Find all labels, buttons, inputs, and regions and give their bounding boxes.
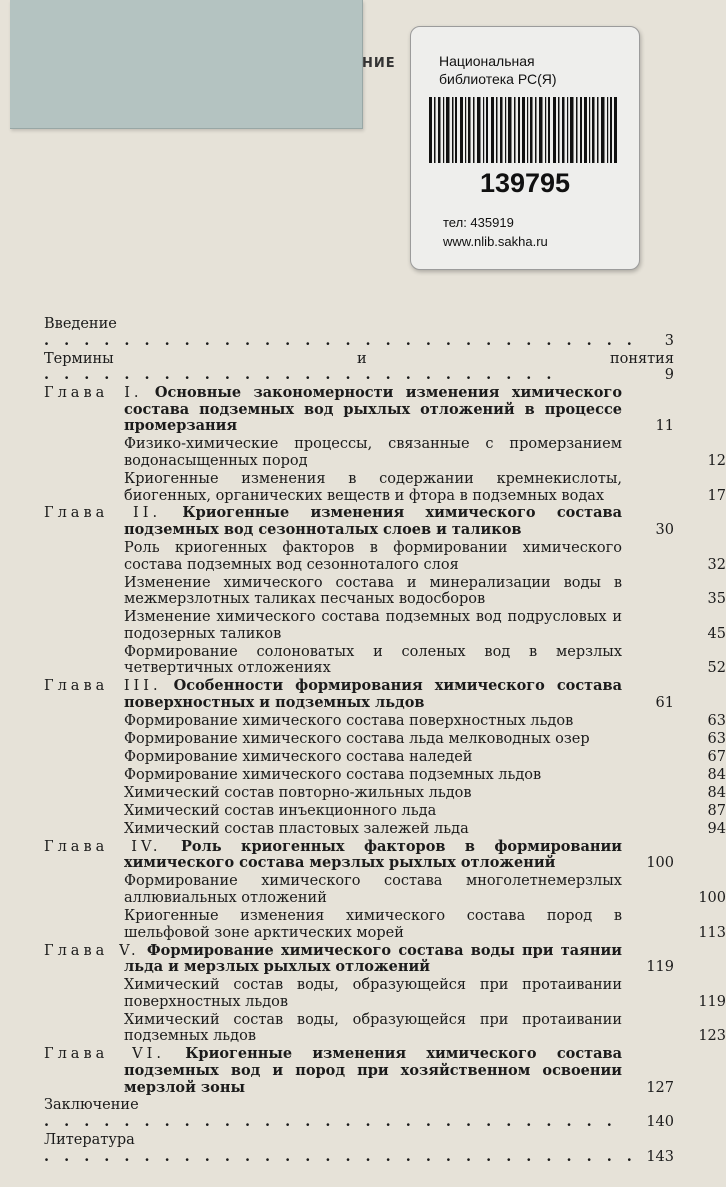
toc-page-number: 17 xyxy=(707,487,726,504)
toc-section: Роль криогенных факторов в формировании химического состава подземных вод сезонноталого слоя 32 xyxy=(124,540,726,573)
page-heading-fragment: НИЕ xyxy=(362,56,396,71)
toc-page-number: 127 xyxy=(646,1079,674,1096)
toc-page-number: 94 xyxy=(707,820,726,837)
toc-page-number: 12 xyxy=(707,452,726,469)
toc-entry-introduction: Введение . . . . . . . . . . . . . . . . . . . . . . . . . . . . . . 3 xyxy=(44,316,674,349)
toc-page-number: 100 xyxy=(646,855,674,872)
taped-paper-strip xyxy=(10,0,363,129)
toc-section: Формирование химического состава льда мелководных озер 63 xyxy=(124,730,726,747)
library-website: www.nlib.sakha.ru xyxy=(443,234,548,249)
toc-section: Изменение химического состава подземных вод подрусловых и подозерных таликов 45 xyxy=(124,609,726,642)
toc-entry-terms: Термины и понятия . . . . . . . . . . . . . . . . . . . . . . . . . . 9 xyxy=(44,350,674,384)
toc-section: Химический состав пластовых залежей льда 94 xyxy=(124,820,726,837)
toc-section: Химический состав воды, образующейся при протаивании поверхностных льдов 119 xyxy=(124,977,726,1010)
toc-chapter-5: Глава V. Формирование химического состава воды при таянии льда и мерзлых рыхлых отложений 119 xyxy=(44,941,674,976)
toc-page-number: 9 xyxy=(664,367,674,384)
toc-section: Химический состав инъекционного льда 87 xyxy=(124,802,726,819)
toc-page-number: 63 xyxy=(707,712,726,729)
toc-chapter-1: Глава I. Основные закономерности изменения химического состава подземных вод рыхлых отложений в процессе промерзания 11 xyxy=(44,384,674,435)
toc-chapter-6: Глава VI. Криогенные изменения химического состава подземных вод и пород при хозяйственном освоении мерзлой зоны 127 xyxy=(44,1045,674,1096)
toc-chapter-4: Глава IV. Роль криогенных факторов в формировании химического состава мерзлых рыхлых отложений 100 xyxy=(44,837,674,872)
library-name-line-1: Национальная xyxy=(439,53,535,69)
toc-entry-references: Литература . . . . . . . . . . . . . . . . . . . . . . . . . . . . . . 143 xyxy=(44,1132,674,1165)
library-sticker xyxy=(410,26,640,270)
toc-page-number: 32 xyxy=(707,556,726,573)
toc-page-number: 119 xyxy=(698,993,726,1010)
library-phone: тел: 435919 xyxy=(443,215,514,230)
toc-section: Формирование солоноватых и соленых вод в мерзлых четвертичных отложениях 52 xyxy=(124,643,726,677)
toc-section: Криогенные изменения в содержании кремнекислоты, биогенных, органических веществ и фтора в подземных водах 17 xyxy=(124,470,726,504)
inventory-number: 139795 xyxy=(479,168,571,198)
toc-page-number: 63 xyxy=(707,730,726,747)
toc-chapter-3: Глава III. Особенности формирования химического состава поверхностных и подземных льдов 61 xyxy=(44,677,674,711)
toc-page-number: 11 xyxy=(655,418,674,435)
toc-page-number: 45 xyxy=(707,625,726,642)
toc-page-number: 67 xyxy=(707,748,726,765)
toc-section: Формирование химического состава поверхностных льдов 63 xyxy=(124,712,726,729)
toc-page-number: 140 xyxy=(646,1114,674,1131)
library-name xyxy=(439,52,557,88)
toc-page-number: 3 xyxy=(664,332,674,349)
toc-chapter-2: Глава II. Криогенные изменения химического состава подземных вод сезонноталых слоев и таликов 30 xyxy=(44,504,674,539)
toc-section: Формирование химического состава подземных льдов 84 xyxy=(124,766,726,783)
toc-page-number: 84 xyxy=(707,784,726,801)
toc-section: Изменение химического состава и минерализации воды в межмерзлотных таликах песчаных водосборов 35 xyxy=(124,574,726,608)
toc-page-number: 61 xyxy=(655,694,674,711)
toc-section: Формирование химического состава наледей 67 xyxy=(124,748,726,765)
toc-page-number: 87 xyxy=(707,802,726,819)
toc-page-number: 84 xyxy=(707,766,726,783)
toc-page-number: 100 xyxy=(698,890,726,907)
library-name-line-2: библиотека РС(Я) xyxy=(439,71,557,87)
toc-section: Физико-химические процессы, связанные с промерзанием водонасыщенных пород 12 xyxy=(124,436,726,469)
toc-section: Формирование химического состава многолетнемерзлых аллювиальных отложений 100 xyxy=(124,873,726,907)
toc-page-number: 30 xyxy=(655,522,674,539)
toc-page-number: 123 xyxy=(698,1028,726,1045)
toc-page-number: 52 xyxy=(707,660,726,677)
toc-entry-conclusion: Заключение . . . . . . . . . . . . . . . . . . . . . . . . . . . . . 140 xyxy=(44,1097,674,1131)
toc-section: Химический состав повторно-жильных льдов 84 xyxy=(124,784,726,801)
toc-page-number: 143 xyxy=(646,1148,674,1165)
toc-page-number: 119 xyxy=(646,959,674,976)
toc-page-number: 35 xyxy=(707,591,726,608)
table-of-contents xyxy=(44,316,726,1167)
toc-section: Криогенные изменения химического состава пород в шельфовой зоне арктических морей 113 xyxy=(124,908,726,941)
toc-section: Химический состав воды, образующейся при протаивании подземных льдов 123 xyxy=(124,1011,726,1045)
toc-page-number: 113 xyxy=(698,924,726,941)
